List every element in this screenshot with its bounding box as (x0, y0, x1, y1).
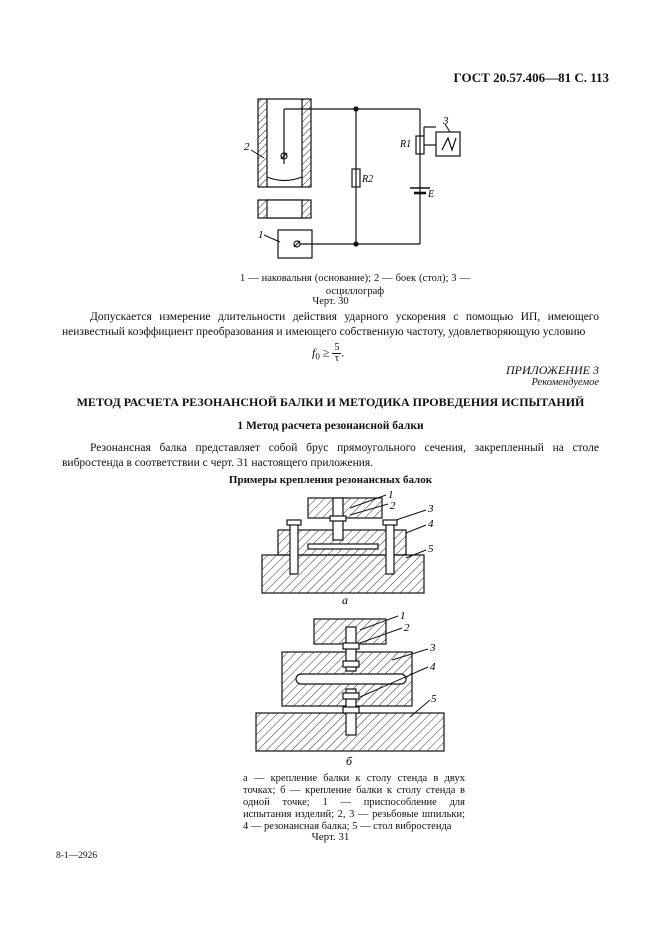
figure-31a (250, 488, 450, 608)
label-2: 2 (244, 141, 250, 153)
label-e: E (428, 189, 435, 200)
drop-tube (258, 99, 356, 187)
formula-sub: 0 (315, 351, 320, 362)
fig31b-label-1: 1 (400, 610, 406, 622)
label-r2: R2 (362, 174, 374, 185)
fig31b-label-3: 3 (430, 642, 436, 654)
formula-den: τ (334, 353, 339, 364)
figure-31-label: Черт. 31 (311, 831, 350, 843)
label-3: 3 (443, 115, 449, 127)
appendix-title: ПРИЛОЖЕНИЕ 3 (506, 363, 599, 377)
formula-lhs: f (312, 345, 316, 360)
fig31a-label-5: 5 (428, 543, 434, 555)
document-title: МЕТОД РАСЧЕТА РЕЗОНАНСНОЙ БАЛКИ И МЕТОДИКА ПРОВЕДЕНИЯ ИСПЫТАНИЙ (76, 395, 585, 409)
label-1: 1 (258, 229, 264, 241)
fig31b-label-4: 4 (430, 661, 436, 673)
paragraph-beam: Резонансная балка представляет собой брус прямоугольного сечения, закрепленный на столе вибростенда в соответствии с черт. 31 настоящего приложения. (62, 442, 599, 469)
fig31a-label-4: 4 (428, 518, 434, 530)
section-heading: 1 Метод расчета резонансной балки (237, 420, 424, 432)
figure-30-label: Черт. 30 (312, 296, 349, 307)
figure-31-subtitle: Примеры крепления резонансных балок (228, 474, 433, 486)
page-header: ГОСТ 20.57.406—81 С. 113 (453, 70, 609, 85)
test-fixture (308, 498, 382, 518)
label-r1: R1 (400, 139, 412, 150)
appendix-subtitle: Рекомендуемое (531, 377, 599, 388)
anvil-block (258, 200, 420, 258)
oscillograph (436, 132, 460, 156)
formula (312, 343, 344, 364)
fig31a-label-2: 2 (390, 500, 396, 512)
figure-30-caption: 1 — наковальня (основание); 2 — боек (стол); 3 — осциллограф (240, 273, 470, 297)
fig31a-letter: а (342, 593, 348, 607)
figure-31b (250, 605, 450, 773)
fig31a-label-3: 3 (428, 503, 434, 515)
figure-31-caption: а — крепление балки к столу стенда в двух точках; б — крепление балки к столу стенда в одной точке; 1 — приспособление для испытания изделий; 2, 3 — резьбовые шпильки; 4 — резонансная балка; 5 — стол вибростенда (243, 773, 465, 832)
formula-rel: ≥ (322, 345, 330, 360)
formula-end: . (341, 345, 345, 360)
fig31b-letter: б (346, 754, 353, 768)
fig31a-label-1: 1 (388, 489, 394, 501)
print-code: 8-1—2926 (56, 851, 98, 861)
formula-num: 5 (334, 342, 340, 353)
vibration-table (262, 555, 424, 593)
figure-30-circuit (240, 92, 480, 272)
fig31b-label-2: 2 (404, 622, 410, 634)
paragraph-measurement: Допускается измерение длительности действия ударного ускорения с помощью ИП, имеющего неизвестный коэффициент преобразования и имеющего собственную частоту, удовлетворяющую условию (62, 311, 599, 338)
fig31b-label-5: 5 (431, 693, 437, 705)
